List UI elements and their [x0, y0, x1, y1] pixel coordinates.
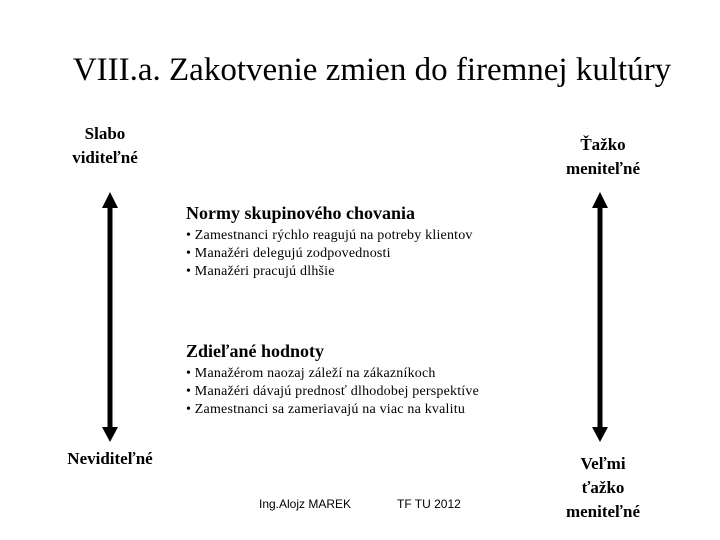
- left-double-arrow: [102, 192, 118, 442]
- bullet-item: • Manažéri delegujú zodpovednosti: [186, 246, 391, 261]
- label-line: Veľmi: [580, 454, 626, 473]
- bullet-item: • Manažéri pracujú dlhšie: [186, 264, 335, 279]
- label-line: Ťažko: [580, 135, 626, 154]
- bullet-item: • Zamestnanci sa zameriavajú na viac na kvalitu: [186, 402, 466, 417]
- section-heading: Normy skupinového chovania: [186, 203, 416, 223]
- bullet-item: • Manažéri dávajú prednosť dlhodobej perspektíve: [186, 384, 480, 399]
- section-heading: Zdieľané hodnoty: [186, 341, 324, 361]
- bullet-item: • Zamestnanci rýchlo reagujú na potreby klientov: [186, 228, 473, 243]
- section-values: [186, 341, 479, 419]
- section-norms: [186, 203, 473, 281]
- label-line: Slabo: [84, 124, 126, 143]
- right-double-arrow: [592, 192, 608, 442]
- label-line: viditeľné: [72, 148, 138, 167]
- slide-title: VIII.a. Zakotvenie zmien do firemnej kultúry: [72, 52, 672, 88]
- label-line: meniteľné: [565, 502, 641, 521]
- label-bottom-left: Neviditeľné: [67, 449, 153, 468]
- label-line: ťažko: [581, 478, 625, 497]
- footer-author: Ing.Alojz MAREK: [259, 497, 352, 511]
- label-line: meniteľné: [565, 159, 641, 178]
- footer-org: TF TU 2012: [397, 497, 461, 511]
- bullet-item: • Manažérom naozaj záleží na zákazníkoch: [186, 366, 436, 381]
